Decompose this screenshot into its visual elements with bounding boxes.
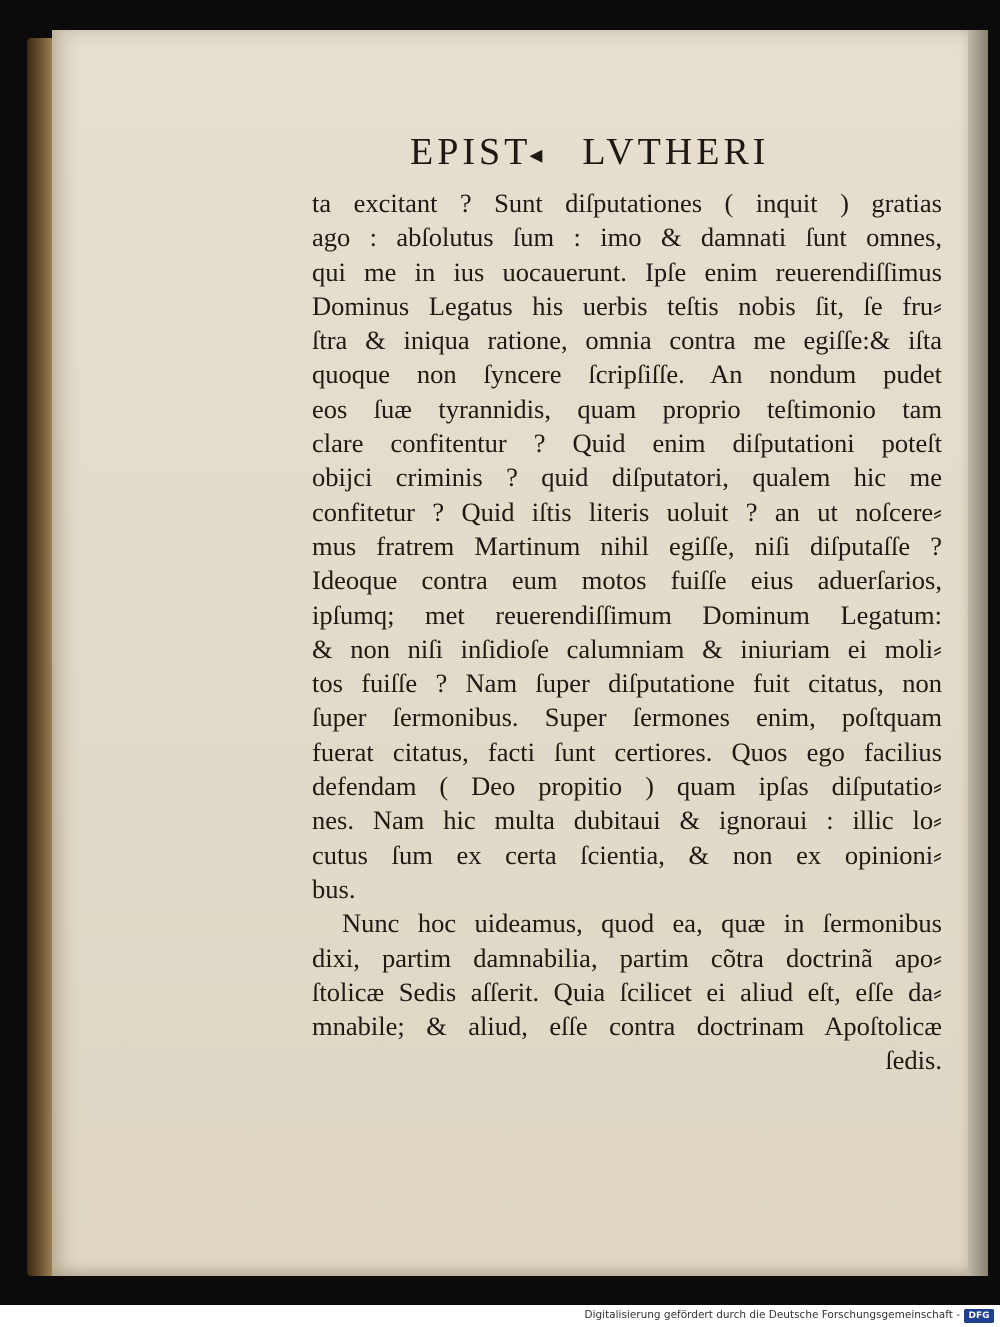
header-right: LVTHERI [582,131,770,173]
text-line: dixi, partim damnabilia, partim cõtra doctrinã apo⸗ [312,942,942,973]
text-line: mus fratrem Martinum nihil egiſſe, niſi diſputaſſe ? [312,530,942,561]
page-right-edge [968,30,988,1276]
running-header [410,130,860,180]
footer-bar [0,1305,1000,1327]
text-line: ſtolicæ Sedis aſſerit. Quia ſcilicet ei aliud eſt, eſſe da⸗ [312,976,942,1007]
text-line: mnabile; & aliud, eſſe contra doctrinam Apoſtolicæ [312,1011,942,1042]
header-left: EPIST [410,131,532,173]
footer-credit: Digitalisierung gefördert durch die Deutsche Forschungsgemeinschaft - [584,1309,960,1321]
text-line: qui me in ius uocauerunt. Ipſe enim reuerendiſſimus [312,256,942,287]
body-text [312,186,942,1078]
text-line: ta excitant ? Sunt diſputationes ( inquit ) gratias [312,188,942,218]
text-line: bus. [312,873,356,904]
text-line: ſtra & iniqua ratione, omnia contra me egiſſe:& iſta [312,325,942,356]
text-line: ago : abſolutus ſum : imo & damnati ſunt omnes, [312,222,942,253]
paragraph-start-line: Nunc hoc uideamus, quod ea, quæ in ſermonibus [342,908,942,939]
text-line: ipſumq; met reuerendiſſimum Dominum Legatum: [312,599,942,630]
text-line: quoque non ſyncere ſcripſiſſe. An nondum pudet [312,359,942,390]
text-line: Dominus Legatus his uerbis teſtis nobis ſit, ſe fru⸗ [312,290,942,321]
catchword: ſedis. [885,1045,942,1076]
text-line: obijci criminis ? quid diſputatori, qualem hic me [312,462,942,493]
text-line: confitetur ? Quid iſtis literis uoluit ? an ut noſcere⸗ [312,496,942,527]
text-line: cutus ſum ex certa ſcientia, & non ex opinioni⸗ [312,839,942,870]
dfg-logo: DFG [964,1309,994,1323]
text-line: eos ſuæ tyrannidis, quam proprio teſtimonio tam [312,393,942,424]
text-line: fuerat citatus, facti ſunt certiores. Quos ego facilius [312,736,942,767]
text-line: tos fuiſſe ? Nam ſuper diſputatione fuit citatus, non [312,668,942,699]
header-mark: ◂ [529,140,547,170]
text-line: defendam ( Deo propitio ) quam ipſas diſputatio⸗ [312,771,942,802]
text-line: nes. Nam hic multa dubitaui & ignoraui : illic lo⸗ [312,805,942,836]
text-line: clare confitentur ? Quid enim diſputationi poteſt [312,428,942,459]
text-line: ſuper ſermonibus. Super ſermones enim, poſtquam [312,702,942,733]
text-line: Ideoque contra eum motos fuiſſe eius aduerſarios, [312,565,942,596]
text-line: & non niſi inſidioſe calumniam & iniuriam ei moli⸗ [312,633,942,664]
